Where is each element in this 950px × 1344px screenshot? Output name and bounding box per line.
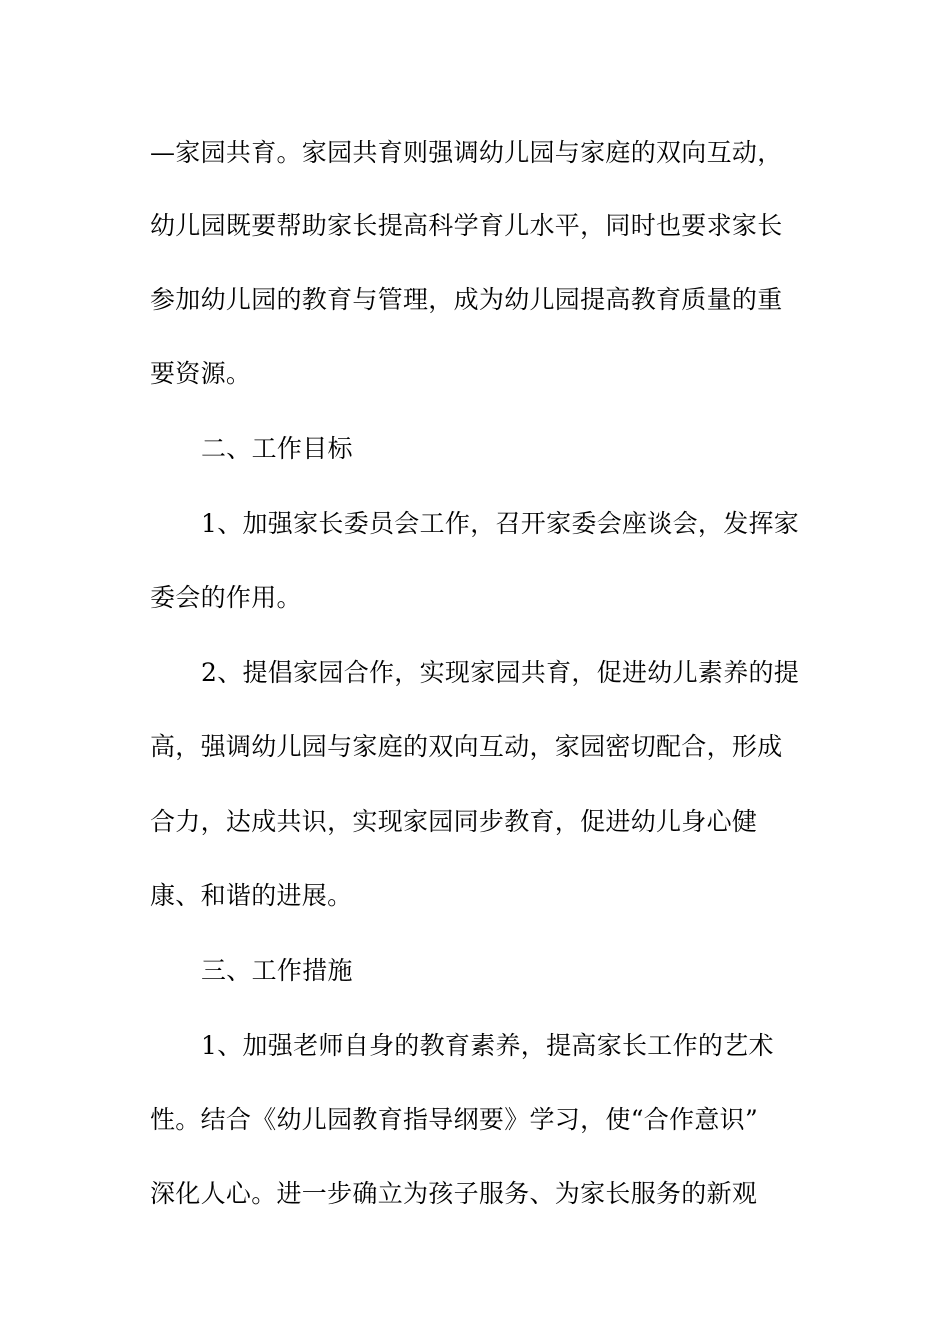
paragraph-line: 2、提倡家园合作，实现家园共育，促进幼儿素养的提 <box>201 658 800 687</box>
paragraph-line: 合力，达成共识，实现家园同步教育，促进幼儿身心健 <box>150 807 758 836</box>
paragraph-line: 1、加强家长委员会工作，召开家委会座谈会，发挥家 <box>201 509 800 538</box>
paragraph-line: 参加幼儿园的教育与管理，成为幼儿园提高教育质量的重 <box>150 285 783 314</box>
paragraph-line: 高，强调幼儿园与家庭的双向互动，家园密切配合，形成 <box>150 732 783 761</box>
paragraph-line: 委会的作用。 <box>150 583 302 612</box>
section-heading: 三、工作措施 <box>201 956 353 985</box>
section-heading: 二、工作目标 <box>201 434 353 463</box>
paragraph-line: 幼儿园既要帮助家长提高科学育儿水平，同时也要求家长 <box>150 211 783 240</box>
paragraph-line: 要资源。 <box>150 359 252 388</box>
paragraph-line: 1、加强老师自身的教育素养，提高家长工作的艺术 <box>201 1031 774 1060</box>
paragraph-line: —家园共育。家园共育则强调幼儿园与家庭的双向互动， <box>150 138 783 167</box>
paragraph-line: 性。结合《幼儿园教育指导纲要》学习，使“合作意识” <box>150 1105 759 1134</box>
paragraph-line: 康、和谐的进展。 <box>150 881 353 910</box>
paragraph-line: 深化人心。进一步确立为孩子服务、为家长服务的新观 <box>150 1179 758 1208</box>
